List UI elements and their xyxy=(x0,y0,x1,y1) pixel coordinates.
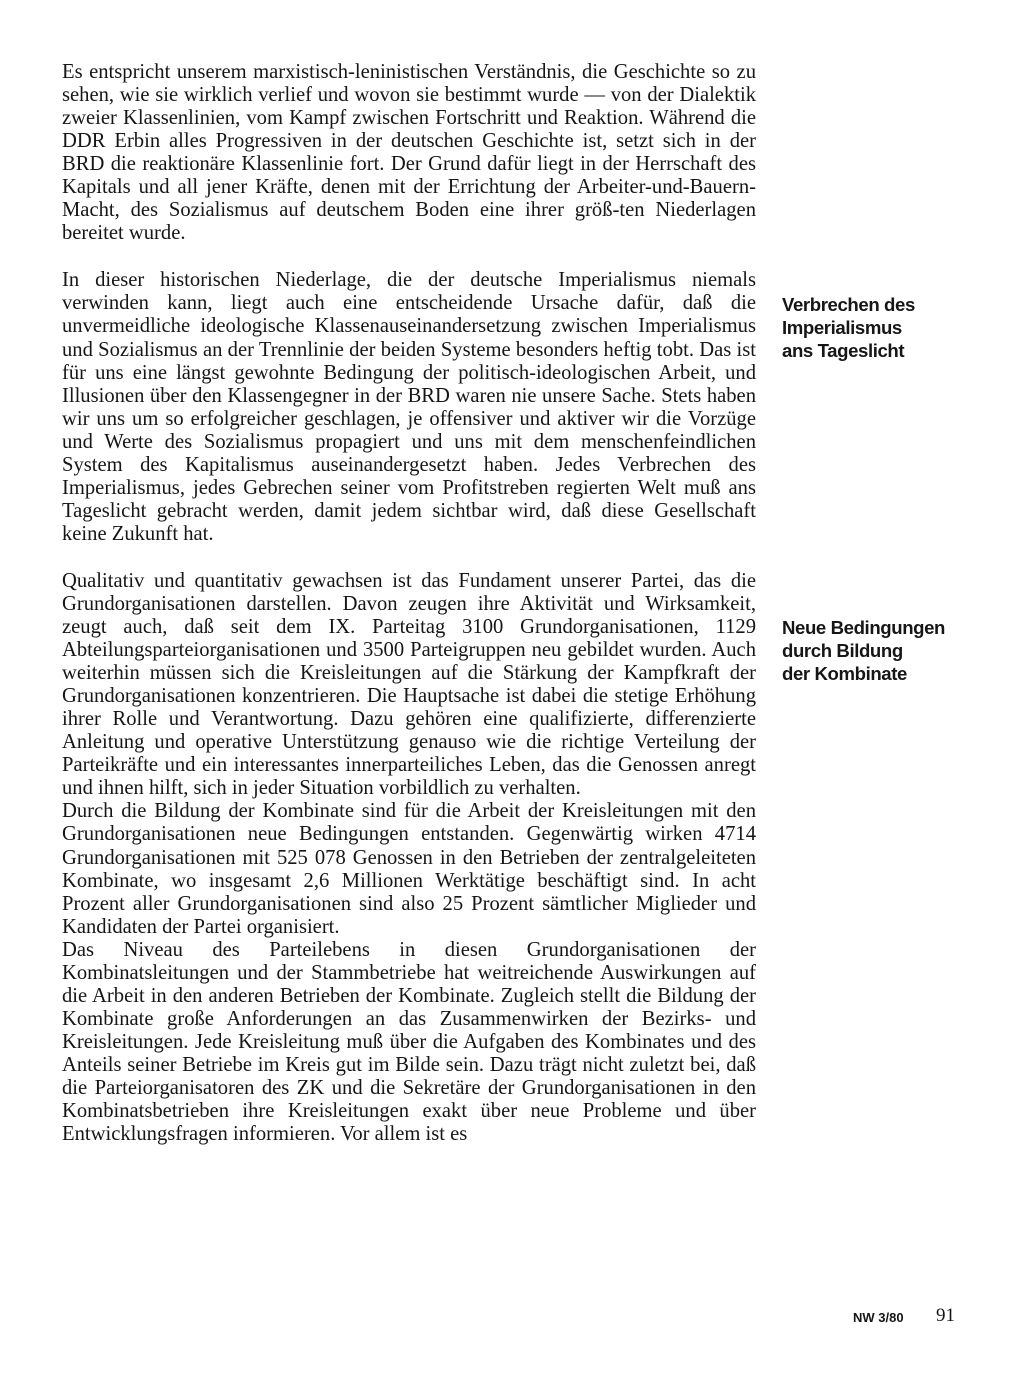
side-heading-line: Verbrechen des xyxy=(782,294,915,315)
side-heading-line: durch Bildung xyxy=(782,640,903,661)
side-heading-line: ans Tageslicht xyxy=(782,340,905,361)
side-heading-line: der Kombinate xyxy=(782,663,907,684)
paragraph-5: Das Niveau des Parteilebens in diesen Grundorganisationen der Kombinatsleitungen und der Stammbetriebe hat weitreichende Auswirkungen auf die Arbeit in den anderen Betrieben der Kombinate. Zugleich stellt die Bildung der Kombinate große Anforderungen an das Zusammenwirken der Bezirks- und Kreisleitungen. Jede Kreisleitung muß über die Aufgaben des Kombinates und des Anteils seiner Betriebe im Kreis gut im Bilde sein. Dazu trägt nicht zuletzt bei, daß die Parteiorganisatoren des ZK und die Sekretäre der Grundorganisationen in den Kombinatsbetrieben ihre Kreisleitungen exakt über neue Probleme und über Entwicklungsfragen informieren. Vor allem ist es xyxy=(62,938,756,1146)
paragraph-gap xyxy=(62,245,756,269)
paragraph-4: Durch die Bildung der Kombinate sind für die Arbeit der Kreisleitungen mit den Grundorganisationen neue Bedingungen entstanden. Gegenwärtig wirken 4714 Grundorganisationen mit 525 078 Genossen in den Betrieben der zentralgeleiteten Kombinate, wo insgesamt 2,6 Millionen Werktätige beschäftigt sind. In acht Prozent aller Grundorganisationen sind also 25 Prozent sämtlicher Miglieder und Kandidaten der Partei organisiert. xyxy=(62,800,756,938)
side-heading-neue-bedingungen xyxy=(782,616,982,685)
paragraph-gap xyxy=(62,546,756,570)
paragraph-3: Qualitativ und quantitativ gewachsen ist das Fundament unserer Partei, das die Grundorganisationen darstellen. Davon zeugen ihre Aktivität und Wirksamkeit, zeugt auch, daß seit dem IX. Parteitag 3100 Grundorganisationen, 1129 Abteilungsparteiorganisationen und 3500 Parteigruppen neu gebildet wurden. Auch weiterhin müssen sich die Kreisleitungen auf die Stärkung der Kampfkraft der Grundorganisationen konzentrieren. Die Hauptsache ist dabei die stetige Erhöhung ihrer Rolle und Verantwortung. Dazu gehören eine qualifizierte, differenzierte Anleitung und operative Unterstützung genauso wie die richtige Verteilung der Parteikräfte und ein interessantes innerparteiliches Leben, das die Genossen anregt und ihnen hilft, sich in jeder Situation vorbildlich zu verhalten. xyxy=(62,569,756,800)
paragraph-1: Es entspricht unserem marxistisch-leninistischen Verständnis, die Geschichte so zu sehen, wie sie wirklich verlief und wovon sie bestimmt wurde — von der Dialektik zweier Klassenlinien, vom Kampf zwischen Fortschritt und Reaktion. Während die DDR Erbin alles Progressiven in der deutschen Geschichte ist, setzt sich in der BRD die reaktionäre Klassenlinie fort. Der Grund dafür liegt in der Herrschaft des Kapitals und all jener Kräfte, denen mit der Errichtung der Arbeiter-und-Bauern-Macht, des Sozialismus auf deutschem Boden eine ihrer größ-ten Niederlagen bereitet wurde. xyxy=(62,61,756,245)
main-text-column xyxy=(62,61,756,1146)
side-heading-line: Imperialismus xyxy=(782,317,902,338)
issue-reference: NW 3/80 xyxy=(853,1310,904,1325)
side-heading-verbrechen xyxy=(782,293,982,362)
paragraph-2: In dieser historischen Niederlage, die der deutsche Imperialismus niemals verwinden kann, liegt auch eine entscheidende Ursache dafür, daß die unvermeidliche ideologische Klassenauseinandersetzung zwischen Imperialismus und Sozialismus an der Trennlinie der beiden Systeme besonders heftig tobt. Das ist für uns eine längst gewohnte Bedingung der politisch-ideologischen Arbeit, und Illusionen über den Klassengegner in der BRD waren nie unsere Sache. Stets haben wir uns um so erfolgreicher geschlagen, je offensiver und aktiver wir die Vorzüge und Werte des Sozialismus propagiert und uns mit dem menschenfeindlichen System des Kapitalismus auseinandergesetzt haben. Jedes Verbrechen des Imperialismus, jedes Gebrechen seiner vom Profitstreben regierten Welt muß ans Tageslicht gebracht werden, damit jedem sichtbar wird, daß diese Gesellschaft keine Zukunft hat. xyxy=(62,269,756,545)
side-heading-line: Neue Bedingungen xyxy=(782,617,946,638)
page-number: 91 xyxy=(936,1305,955,1326)
